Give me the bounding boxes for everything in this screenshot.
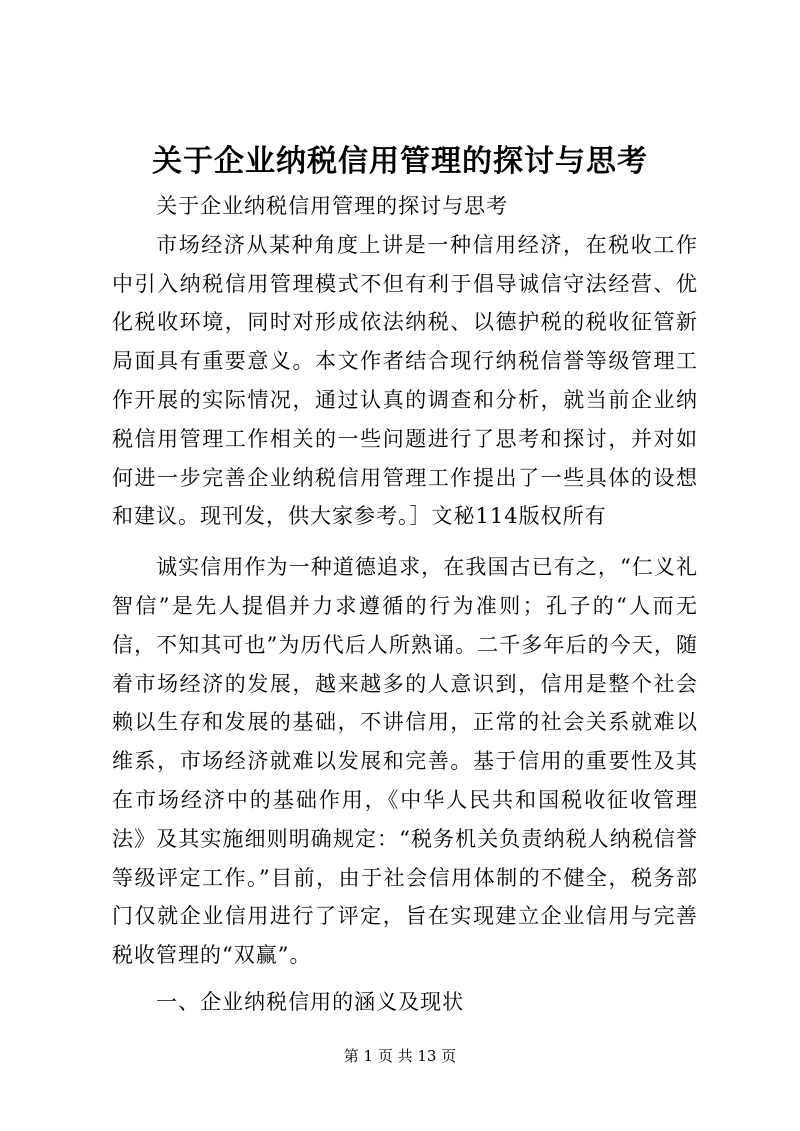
document-title: 关于企业纳税信用管理的探讨与思考 [152, 144, 648, 179]
document-body [112, 187, 698, 1022]
paragraph-intro: 市场经济从某种角度上讲是一种信用经济，在税收工作中引入纳税信用管理模式不但有利于倡导诚信守法经营、优化税收环境，同时对形成依法纳税、以德护税的税收征管新局面具有重要意义。本文作者结合现行纳税信誉等级管理工作开展的实际情况，通过认真的调查和分析，就当前企业纳税信用管理工作相关的一些问题进行了思考和探讨，并对如何进一步完善企业纳税信用管理工作提出了一些具体的设想和建议。现刊发，供大家参考。］文秘114版权所有 [112, 232, 698, 529]
section-heading: 一、企业纳税信用的涵义及现状 [156, 989, 465, 1014]
paragraph-subtitle: 关于企业纳税信用管理的探讨与思考 [156, 194, 509, 218]
paragraph-honesty: 诚实信用作为一种道德追求，在我国古已有之，“仁义礼智信”是先人提倡并力求遵循的行为准则；孔子的“人而无信，不知其可也”为历代后人所熟诵。二千多年后的今天，随着市场经济的发展，越来越多的人意识到，信用是整个社会赖以生存和发展的基础，不讲信用，正常的社会关系就难以维系，市场经济就难以发展和完善。基于信用的重要性及其在市场经济中的基础作用，《中华人民共和国税收征收管理法》及其实施细则明确规定：“税务机关负责纳税人纳税信誉等级评定工作。”目前，由于社会信用体制的不健全，税务部门仅就企业信用进行了评定，旨在实现建立企业信用与完善税收管理的“双赢”。 [112, 555, 698, 968]
page-footer: 第 1 页 共 13 页 [343, 1047, 457, 1065]
